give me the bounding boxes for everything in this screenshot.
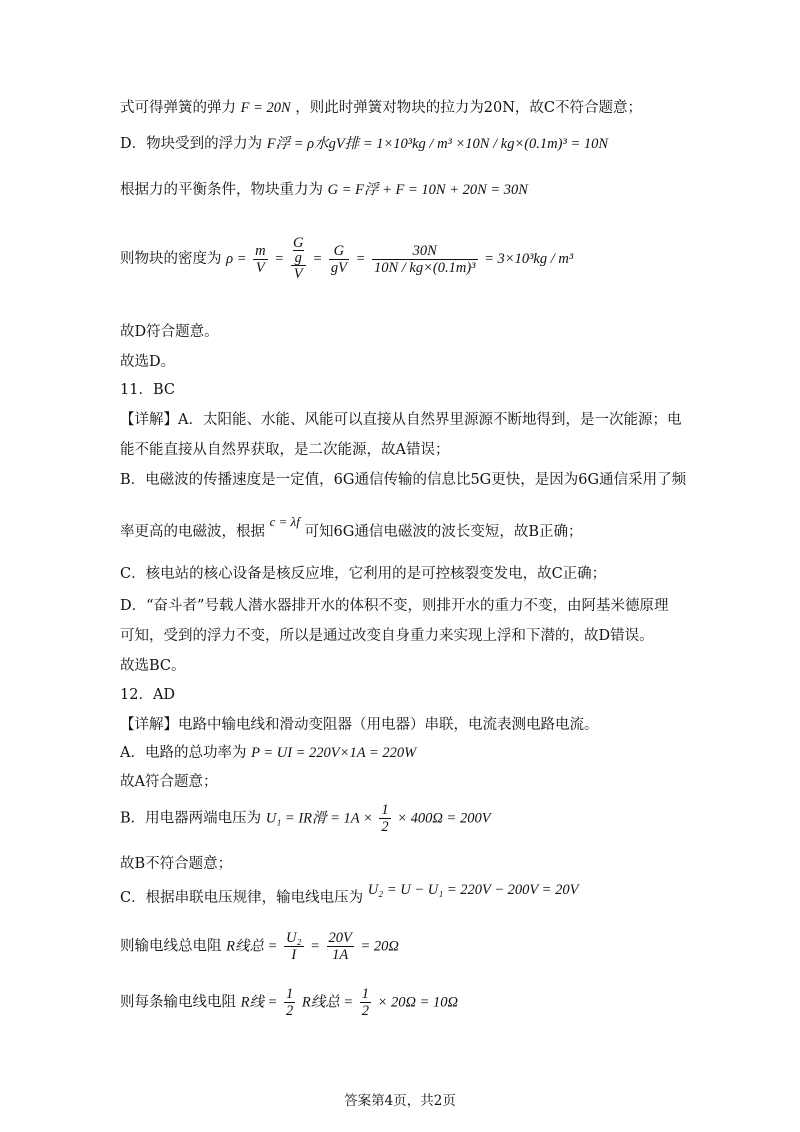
text: 则输电线总电阻 [120, 938, 222, 955]
page-footer: 答案第4页，共2页 [344, 1093, 456, 1109]
text-line: 能不能直接从自然界获取，是二次能源，故A错误； [120, 442, 450, 458]
text-line: 故选BC。 [120, 658, 186, 674]
line-gravity [120, 180, 528, 200]
formula: = 3×10³kg / m³ [484, 251, 574, 267]
fraction-half: $\frac{1}{2}$ [381, 802, 389, 835]
text-line: 故A符合题意； [120, 774, 218, 790]
question-number: 12．AD [120, 687, 176, 703]
line-each-resistance [120, 986, 458, 1019]
fraction-g-over-gv: $\frac{G}{gV}$ [330, 242, 347, 276]
text: A．电路的总功率为 [120, 745, 247, 761]
text-line: B．电磁波的传播速度是一定值，6G通信传输的信息比5G更快，是因为6G通信采用了频 [120, 472, 687, 488]
text: 率更高的电磁波，根据 [120, 524, 265, 540]
text: 可知6G通信电磁波的波长变短，故B正确； [304, 524, 583, 540]
text: C．根据串联电压规律，输电线电压为 [120, 890, 364, 906]
text-line: 故选D。 [120, 354, 176, 370]
text: ，则此时弹簧对物块的拉力为20N，故C不符合题意； [295, 100, 643, 116]
formula: R线总 = [301, 994, 354, 1011]
formula: F = 20N [240, 100, 291, 116]
formula: = 20Ω [360, 938, 399, 955]
formula: c = λf [269, 514, 300, 529]
formula: F浮 = ρ水gV排 = 1×10³kg / m³ ×10N / kg×(0.1m)³ = 10N [266, 136, 609, 152]
question-number: 11．BC [120, 382, 175, 398]
text: D．物块受到的浮力为 [120, 136, 263, 152]
text-line: 故D符合题意。 [120, 324, 219, 340]
text-line: 故B不符合题意； [120, 856, 233, 872]
line-buoyancy [120, 134, 608, 154]
formula: R线总 = [226, 938, 278, 955]
line-total-resistance [120, 930, 399, 963]
text-line: 可知，受到的浮力不变，所以是通过改变自身重力来实现上浮和下潜的，故D错误。 [120, 628, 654, 644]
text: 则物块的密度为 [120, 251, 222, 267]
formula: U₁ = IR滑 = 1A × [265, 810, 373, 827]
equals: = [355, 251, 366, 267]
text-line: C．核电站的核心设备是核反应堆，它利用的是可控核裂变发电，故C正确； [120, 566, 607, 582]
fraction-g-over-v: G g V [291, 236, 306, 282]
text: 式可得弹簧的弹力 [120, 100, 236, 116]
text-line: D．“奋斗者”号载人潜水器排开水的体积不变，则排开水的重力不变，由阿基米德原理 [120, 598, 669, 614]
formula: R线 = [240, 994, 278, 1011]
equals: = [274, 251, 284, 267]
line-wire-voltage [120, 882, 579, 908]
formula: U₂ = U − U₁ = 220V − 200V = 20V [367, 882, 579, 898]
formula: G = F浮 + F = 10N + 20N = 30N [327, 182, 528, 198]
line-wavelength [120, 514, 583, 542]
fraction-m-over-v: $\frac{m}{V}$ [255, 242, 266, 276]
formula: P = UI = 220V×1A = 220W [251, 745, 417, 761]
text-line: 【详解】A．太阳能、水能、风能可以直接从自然界里源源不断地得到，是一次能源；电 [120, 412, 682, 428]
text: 根据力的平衡条件，物块重力为 [120, 182, 323, 198]
line-spring-force [120, 98, 642, 118]
line-voltage [120, 802, 491, 835]
fraction-u2-over-i: $\frac{\text{U₂}}{I}$ [286, 930, 302, 963]
fraction-half: $\frac{1}{2}$ [361, 986, 369, 1019]
formula: ρ = [226, 251, 247, 267]
fraction-20v-over-1a: $\frac{20V}{1A}$ [328, 930, 352, 963]
formula: = [310, 938, 320, 955]
fraction-density: $\frac{30N}{\text{10N / kg×(0.1m)³}}$ [373, 242, 476, 276]
text: 则每条输电线电阻 [120, 994, 236, 1011]
line-power [120, 743, 416, 763]
text-line: 【详解】电路中输电线和滑动变阻器（用电器）串联，电流表测电路电流。 [120, 717, 599, 733]
equals: = [312, 251, 323, 267]
text: B．用电器两端电压为 [120, 810, 262, 827]
line-density [120, 236, 573, 282]
formula: × 20Ω = 10Ω [377, 994, 459, 1011]
fraction-half: $\frac{1}{2}$ [286, 986, 294, 1019]
formula: × 400Ω = 200V [397, 810, 491, 827]
